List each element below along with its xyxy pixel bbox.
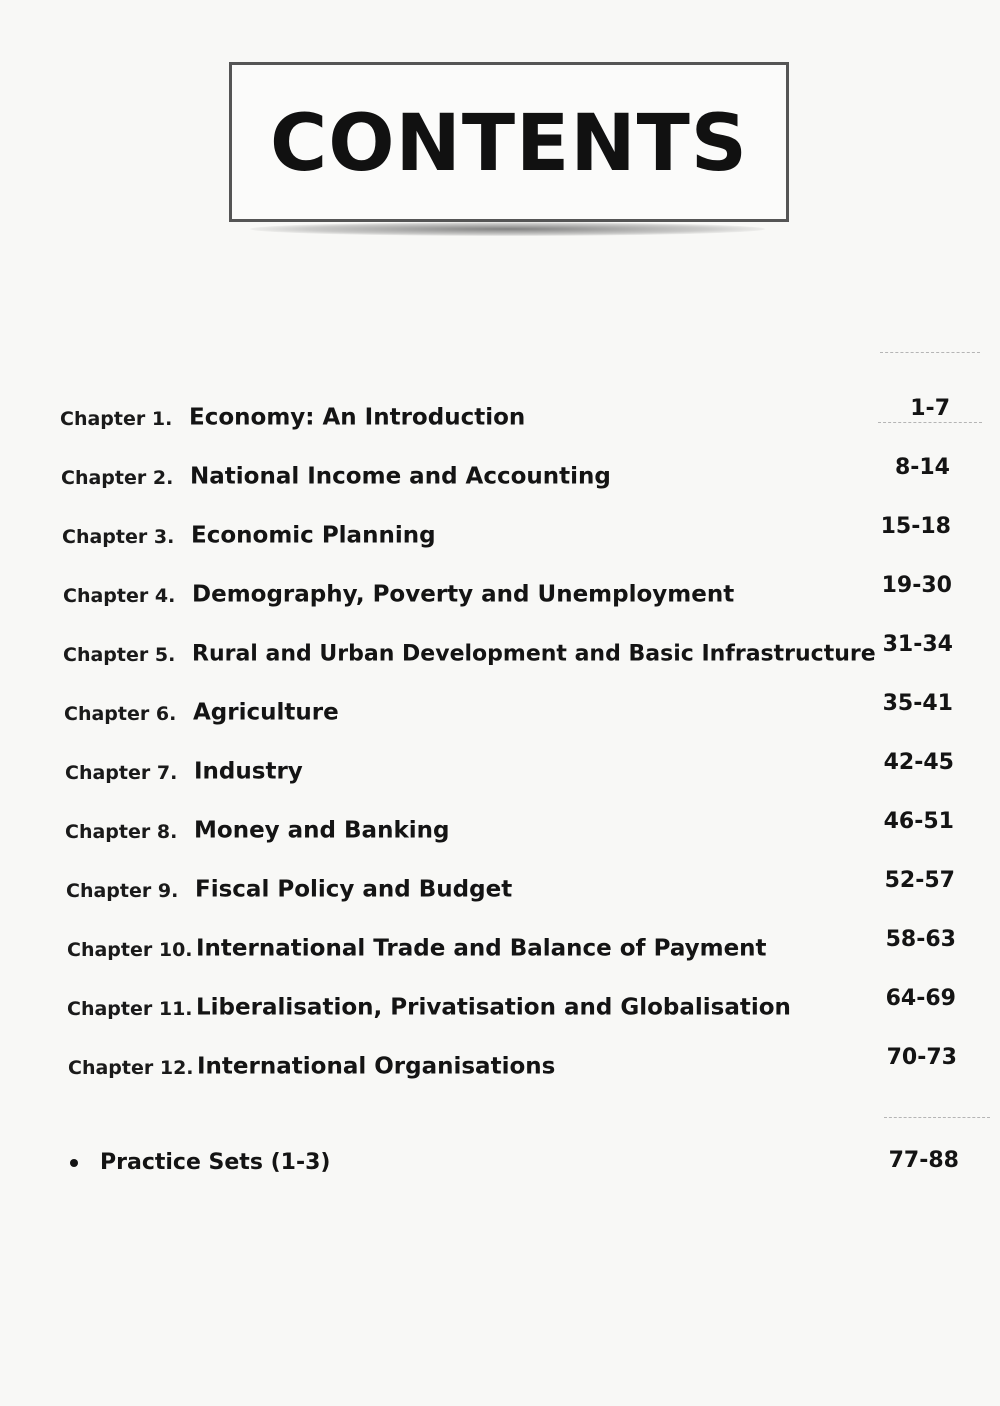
chapter-pages: 35-41 <box>882 691 953 716</box>
chapter-pages: 64-69 <box>885 986 956 1011</box>
chapter-number: Chapter 2. <box>61 467 174 489</box>
page-title: CONTENTS <box>270 99 748 189</box>
toc-row-chapter-6[interactable] <box>64 696 339 732</box>
chapter-title: National Income and Accounting <box>190 463 611 490</box>
toc-row-chapter-1[interactable] <box>60 401 526 437</box>
chapter-title: Demography, Poverty and Unemployment <box>192 581 735 608</box>
toc-row-chapter-5[interactable] <box>63 637 876 673</box>
toc-row-chapter-10[interactable] <box>67 932 767 968</box>
toc-row-chapter-3[interactable] <box>62 519 436 555</box>
chapter-pages: 52-57 <box>884 868 955 893</box>
chapter-number: Chapter 5. <box>63 644 176 666</box>
chapter-title: Economic Planning <box>191 522 436 549</box>
scan-speck <box>880 352 980 354</box>
chapter-pages: 46-51 <box>883 809 954 834</box>
chapter-pages: 31-34 <box>882 632 953 657</box>
chapter-title: Liberalisation, Privatisation and Globalisation <box>196 994 791 1021</box>
chapter-title: Industry <box>194 758 303 785</box>
chapter-number: Chapter 9. <box>66 880 179 902</box>
chapter-pages: 58-63 <box>885 927 956 952</box>
toc-row-chapter-4[interactable] <box>63 578 735 614</box>
chapter-number: Chapter 7. <box>65 762 178 784</box>
chapter-pages: 19-30 <box>881 573 952 598</box>
toc-row-practice-sets[interactable] <box>66 1150 330 1175</box>
bullet-icon <box>70 1159 78 1167</box>
scan-speck <box>878 422 982 424</box>
chapter-number: Chapter 6. <box>64 703 177 725</box>
chapter-title: Money and Banking <box>194 817 450 844</box>
toc-row-chapter-11[interactable] <box>67 991 791 1027</box>
chapter-pages: 1-7 <box>910 396 950 421</box>
toc-row-chapter-12[interactable] <box>68 1050 556 1086</box>
toc-row-chapter-2[interactable] <box>61 460 611 496</box>
chapter-title: International Trade and Balance of Payment <box>196 935 767 962</box>
chapter-title: Rural and Urban Development and Basic Infrastructure <box>192 641 876 667</box>
toc-row-chapter-7[interactable] <box>65 755 303 791</box>
chapter-title: Agriculture <box>193 699 339 726</box>
chapter-pages: 15-18 <box>880 514 951 539</box>
chapter-pages: 8-14 <box>894 455 950 480</box>
toc-row-chapter-8[interactable] <box>65 814 450 850</box>
chapter-number: Chapter 1. <box>60 408 173 430</box>
chapter-number: Chapter 11. <box>67 998 193 1020</box>
title-box-shadow <box>250 222 765 236</box>
practice-sets-pages: 77-88 <box>888 1148 959 1173</box>
toc-row-chapter-9[interactable] <box>66 873 513 909</box>
chapter-number: Chapter 10. <box>67 939 193 961</box>
chapter-number: Chapter 8. <box>65 821 178 843</box>
chapter-number: Chapter 3. <box>62 526 175 548</box>
practice-sets-title: Practice Sets (1-3) <box>100 1150 331 1175</box>
contents-title-box <box>229 62 789 222</box>
chapter-pages: 42-45 <box>883 750 954 775</box>
chapter-title: Economy: An Introduction <box>189 404 526 431</box>
chapter-title: Fiscal Policy and Budget <box>195 876 513 903</box>
chapter-title: International Organisations <box>197 1053 556 1080</box>
chapter-pages: 70-73 <box>886 1045 957 1070</box>
chapter-number: Chapter 12. <box>68 1057 194 1079</box>
scan-speck <box>884 1117 990 1119</box>
chapter-number: Chapter 4. <box>63 585 176 607</box>
